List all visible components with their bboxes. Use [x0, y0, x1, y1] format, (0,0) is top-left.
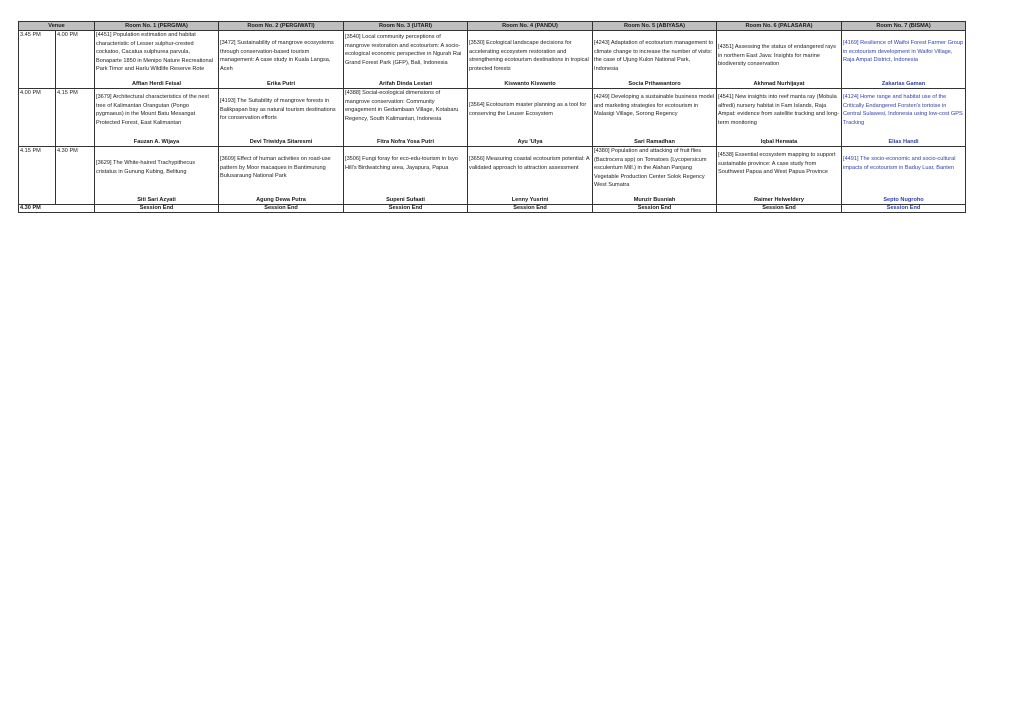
session-author: Arifah Dinda Lestari: [378, 81, 433, 87]
session-cell: [468, 31, 593, 89]
session-author: Fauzan A. Wijaya: [133, 139, 180, 145]
session-cell: [468, 147, 593, 205]
session-author: Sari Ramadhan: [634, 139, 675, 145]
session-title: [4451] Population estimation and habitat characteristic of Lesser sulphur-crested cockatoo, Cacatua sulphurea parvula, Bonaparte 1850 in Menipo Nature Recreational Park Timor and Harlu Wildlife Reserve Rote: [96, 32, 213, 73]
session-cell: [593, 89, 717, 147]
session-end-row: [19, 205, 966, 213]
session-author: Ayu 'Ulya: [517, 139, 543, 145]
session-title: [4380] Population and attacking of fruit flies (Bactrocera spp) on Tomatoes (Lycopersicum esculentum Mill.) in the Alahan Panjang Vegetable Production Center Solok Regency West Sumatra: [594, 148, 707, 189]
session-title: [3506] Fungi foray for eco-edu-tourism in Isyo Hill's Birdwatching area, Jayapura, Papua: [345, 156, 458, 171]
room-header-4: Room No. 4 (PANDU): [468, 22, 593, 31]
slot-end-time: 4.30 PM: [56, 147, 95, 205]
session-author: Zakarias Gaman: [881, 81, 926, 87]
session-author: Kiswanto Kiswanto: [504, 81, 556, 87]
room-header-6: Room No. 6 (PALASARA): [717, 22, 842, 31]
session-title: [3540] Local community perceptions of mangrove restoration and ecotourism: A socio-ecological economic perspective in Ngurah Rai Grand Forest Park (GFP), Bali, Indonesia: [345, 34, 462, 66]
session-cell: [842, 147, 966, 205]
slot-start-time: 4.00 PM: [19, 89, 56, 147]
session-cell: [95, 89, 219, 147]
room-header-2: Room No. 2 (PERGIWATI): [219, 22, 344, 31]
session-author: Akhmad Nurhijayat: [753, 81, 805, 87]
room-header-1: Room No. 1 (PERGIWA): [95, 22, 219, 31]
session-author: Septo Nugroho: [883, 197, 924, 203]
session-author: Socia Prihawantoro: [628, 81, 681, 87]
session-cell: [468, 89, 593, 147]
session-cell: [717, 147, 842, 205]
session-author: Elias Handi: [888, 139, 919, 145]
slot-start-time: 4.15 PM: [19, 147, 56, 205]
session-title: [3629] The White-haired Trachypithecus cristatus in Gunung Kubing, Belitung: [96, 160, 196, 175]
session-title: [4541] New insights into reef manta ray (Mobula alfredi) nursery habitat in Fam Islands, Raja Ampat: evidence from satellite tracking and long-term monitoring: [718, 94, 839, 126]
session-title: [3564] Ecotourism master planning as a tool for conserving the Leuser Ecosystem: [469, 102, 587, 117]
session-cell: [219, 147, 344, 205]
session-end-label: Session End: [593, 205, 717, 213]
session-author: Siti Sari Azyati: [137, 197, 176, 203]
session-title: [4249] Developing a sustainable business model and marketing strategies for ecotourism in Malasigi Village, Sorong Regency: [594, 94, 715, 118]
session-title: [4351] Assessing the status of endangered rays in northern East Java: Insights for marine biodiversity conservation: [718, 44, 836, 68]
session-end-label: Session End: [717, 205, 842, 213]
session-cell: [219, 31, 344, 89]
session-cell: [344, 89, 468, 147]
session-author: Agung Dewa Putra: [256, 197, 306, 203]
session-cell: [842, 31, 966, 89]
session-author: Raimer Helweldery: [753, 197, 805, 203]
session-title: [4388] Social-ecological dimensions of mangrove conservation: Community engagement in Gedambaan Village, Kotabaru Regency, South Kalimantan, Indonesia: [345, 90, 459, 122]
session-title: [3472] Sustainability of mangrove ecosystems through conservation-based tourism management: A case study in Kuala Langsa, Aceh: [220, 40, 334, 72]
session-title: [4243] Adaptation of ecotourism management to climate change to increase the number of visits: the case of Ujung Kulon National Park, Indonesia: [594, 40, 714, 72]
session-end-label: Session End: [95, 205, 219, 213]
slot-row: [19, 147, 966, 205]
session-title: [4169] Resilience of Waifoi Forest Farmer Group in ecotourism development in Waifoi Village, Raja Ampat District, Indonesia: [843, 40, 964, 64]
session-cell: [95, 31, 219, 89]
session-end-label: Session End: [468, 205, 593, 213]
session-author: Munzir Busniah: [633, 197, 676, 203]
session-cell: [717, 89, 842, 147]
session-title: [3609] Effect of human activities on road-use pattern by Moor macaques in Bantimurung Bulusaraung National Park: [220, 156, 331, 180]
session-author: Supeni Sufaati: [386, 197, 425, 203]
session-author: Affian Herdi Feisal: [131, 81, 182, 87]
session-author: Erika Putri: [267, 81, 295, 87]
room-header-3: Room No. 3 (UTARI): [344, 22, 468, 31]
room-header-7: Room No. 7 (BISMA): [842, 22, 966, 31]
session-end-label: Session End: [842, 205, 966, 213]
end-time: 4.30 PM: [19, 205, 95, 213]
slot-row: [19, 89, 966, 147]
session-cell: [842, 89, 966, 147]
session-title: [3679] Architectural characteristics of the nest tree of Kalimantan Orangutan (Pongo pygmaeus) in the Mount Batu Mesangat Protected Forest, East Kalimantan: [96, 94, 209, 126]
slot-start-time: 3.45 PM: [19, 31, 56, 89]
session-end-label: Session End: [344, 205, 468, 213]
header-row: [19, 22, 966, 31]
session-cell: [593, 31, 717, 89]
venue-header: Venue: [19, 22, 95, 31]
session-title: [4124] Home range and habitat use of the Critically Endangered Forsten's tortoise in Central Sulawesi, Indonesia using low-cost GPS Tracking: [843, 94, 963, 126]
session-title: [4193] The Suitability of mangrove forests in Balikpapan bay as natural tourism destinations for conservation efforts: [220, 98, 336, 122]
schedule-table: [18, 21, 966, 213]
session-title: [3656] Measuring coastal ecotourism potential: A validated approach to attraction assessment: [469, 156, 590, 171]
session-author: Iqbal Herwata: [760, 139, 798, 145]
session-end-label: Session End: [219, 205, 344, 213]
session-cell: [219, 89, 344, 147]
session-author: Fitra Nofra Yosa Putri: [377, 139, 435, 145]
session-title: [4538] Essential ecosystem mapping to support sustainable province: A case study from Southwest Papua and West Papua Province: [718, 152, 836, 176]
session-author: Lenny Yusrini: [511, 197, 549, 203]
session-cell: [717, 31, 842, 89]
session-cell: [344, 31, 468, 89]
session-title: [3530] Ecological landscape decisions for accelerating ecosystem restoration and strengthening ecotourism destinations in tropical protected forests: [469, 40, 589, 72]
slot-row: [19, 31, 966, 89]
session-title: [4491] The socio-economic and socio-cultural impacts of ecotourism in Baduy Luar, Banten: [843, 156, 956, 171]
slot-end-time: 4.15 PM: [56, 89, 95, 147]
session-cell: [95, 147, 219, 205]
session-author: Devi Triwidya Sitaresmi: [249, 139, 313, 145]
session-cell: [344, 147, 468, 205]
session-cell: [593, 147, 717, 205]
room-header-5: Room No. 5 (ABIYASA): [593, 22, 717, 31]
slot-end-time: 4.00 PM: [56, 31, 95, 89]
